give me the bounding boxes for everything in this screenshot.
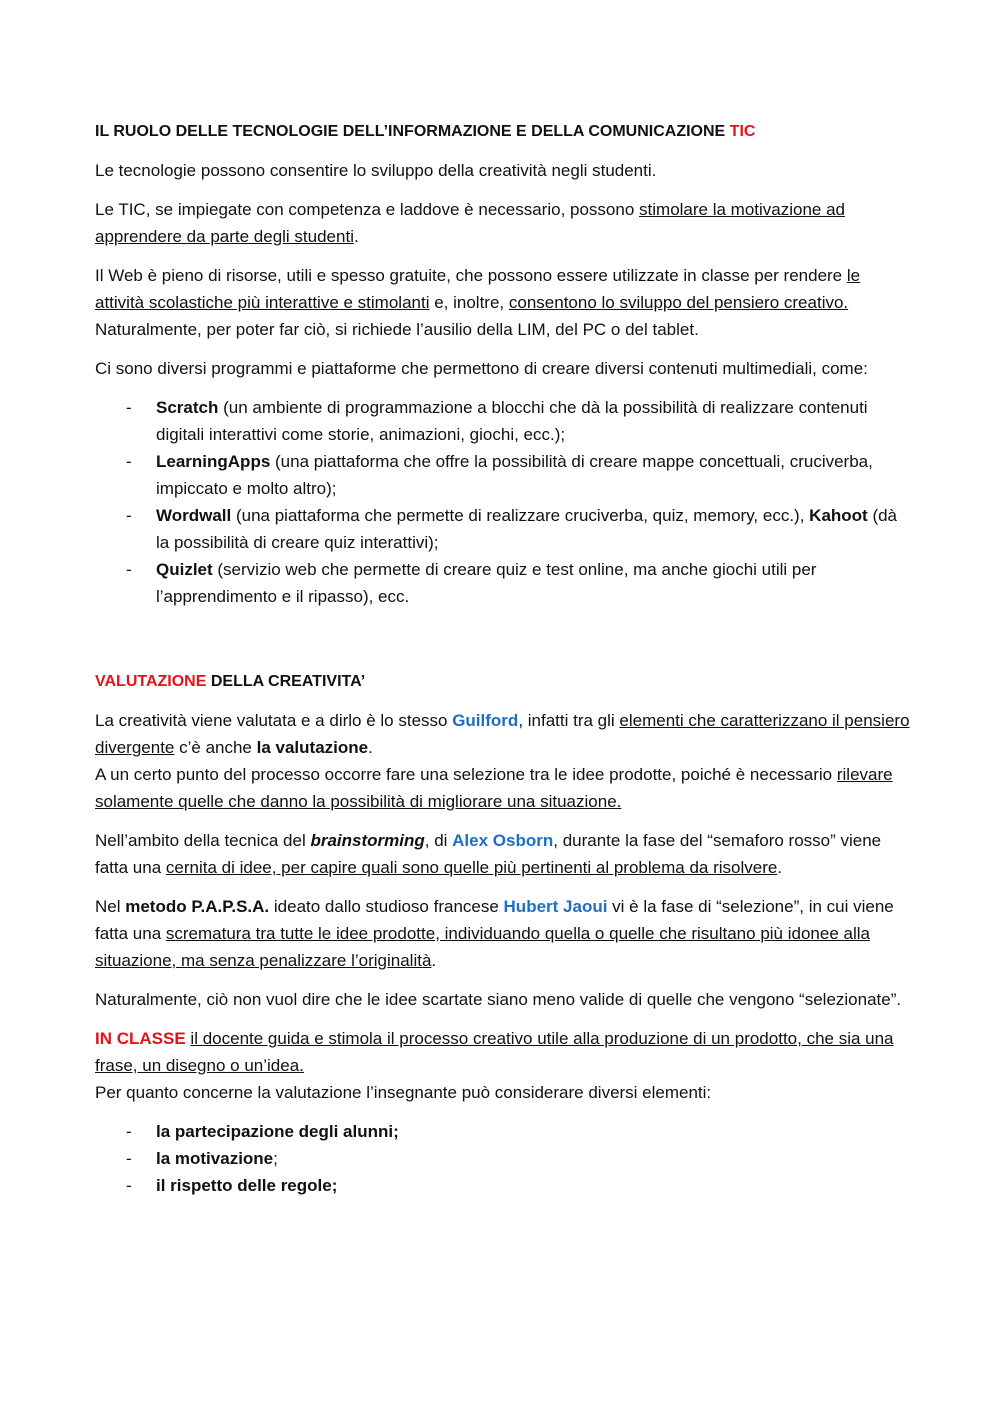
text: A un certo punto del processo occorre fare una selezione tra le idee prodotte, poiché è necessario bbox=[95, 765, 837, 784]
paragraph bbox=[95, 893, 910, 974]
author-name: Hubert Jaoui bbox=[503, 897, 608, 916]
text: , di bbox=[424, 831, 453, 850]
item-text: (una piattaforma che permette di realizzare cruciverba, quiz, memory, ecc.), bbox=[231, 506, 810, 525]
author-name: Alex Osborn bbox=[452, 831, 554, 850]
text: ideato dallo studioso francese bbox=[269, 897, 504, 916]
text: e, inoltre, bbox=[429, 293, 509, 312]
text: . bbox=[353, 227, 359, 246]
list-item bbox=[95, 1172, 910, 1199]
underlined-text: scrematura tra tutte le idee prodotte, individuando quella o quelle che risultano più idonee alla situazione, ma senza penalizzare l’originalità bbox=[95, 924, 870, 970]
spacer bbox=[95, 622, 910, 668]
underlined-text: stimolare la motivazione ad apprendere da parte degli studenti bbox=[95, 200, 846, 246]
underlined-text: il docente guida e stimola il processo creativo utile alla produzione di un prodotto, che sia una frase, un disegno o un’idea. bbox=[95, 1029, 894, 1075]
item-name: la partecipazione degli alunni; bbox=[156, 1122, 399, 1141]
title-highlight: TIC bbox=[729, 123, 756, 140]
list-item bbox=[95, 556, 910, 610]
item-name: Wordwall bbox=[156, 506, 232, 525]
paragraph bbox=[95, 827, 910, 881]
paragraph bbox=[95, 1025, 910, 1106]
item-name: LearningApps bbox=[156, 452, 271, 471]
list-item bbox=[95, 1145, 910, 1172]
underlined-text: cernita di idee, per capire quali sono quelle più pertinenti al problema da risolvere bbox=[165, 858, 778, 877]
item-text: ; bbox=[273, 1149, 278, 1168]
list-item bbox=[95, 1118, 910, 1145]
section-title-valutazione bbox=[95, 668, 910, 695]
item-name: Scratch bbox=[156, 398, 219, 417]
underlined-text: consentono lo sviluppo del pensiero creativo. bbox=[508, 293, 849, 312]
paragraph: Ci sono diversi programmi e piattaforme che permettono di creare diversi contenuti multimediali, come: bbox=[95, 359, 868, 378]
underlined-text: elementi che caratterizzano il pensiero divergente bbox=[95, 711, 910, 757]
document-page bbox=[95, 118, 910, 1211]
item-name: Kahoot bbox=[809, 506, 868, 525]
item-text: (servizio web che permette di creare quiz e test online, ma anche giochi utili per l’apprendimento e il ripasso), ecc. bbox=[156, 560, 817, 606]
list-item bbox=[95, 502, 910, 556]
bold-text: metodo P.A.P.S.A. bbox=[125, 897, 270, 916]
text: c’è anche bbox=[174, 738, 257, 757]
text: . bbox=[431, 951, 437, 970]
text: La creatività viene valutata e a dirlo è lo stesso bbox=[95, 711, 453, 730]
text: Naturalmente, per poter far ciò, si richiede l’ausilio della LIM, del PC o del tablet. bbox=[95, 320, 699, 339]
text: . bbox=[777, 858, 783, 877]
paragraph bbox=[95, 196, 910, 250]
text: Per quanto concerne la valutazione l’insegnante può considerare diversi elementi: bbox=[95, 1083, 712, 1102]
item-name: il rispetto delle regole; bbox=[156, 1176, 338, 1195]
tools-list bbox=[95, 394, 910, 610]
text: , durante la fase del “semaforo rosso” viene fatta una bbox=[95, 831, 882, 877]
paragraph: Le tecnologie possono consentire lo sviluppo della creatività negli studenti. bbox=[95, 161, 657, 180]
paragraph bbox=[95, 262, 910, 343]
title-highlight: VALUTAZIONE bbox=[95, 673, 207, 690]
item-text: (un ambiente di programmazione a blocchi che dà la possibilità di realizzare contenuti digitali interattivi come storie, animazioni, giochi, ecc.); bbox=[156, 398, 868, 444]
text: , infatti tra gli bbox=[518, 711, 620, 730]
text: Nell’ambito della tecnica del bbox=[95, 831, 311, 850]
text: . bbox=[368, 738, 373, 757]
title-text: IL RUOLO DELLE TECNOLOGIE DELL’INFORMAZIONE E DELLA COMUNICAZIONE bbox=[95, 123, 730, 140]
text: Il Web è pieno di risorse, utili e spesso gratuite, che possono essere utilizzate in classe per rendere bbox=[95, 266, 847, 285]
author-name: Guilford bbox=[452, 711, 519, 730]
section-title-tic bbox=[95, 118, 910, 145]
underlined-text: le attività scolastiche più interattive e stimolanti bbox=[95, 266, 861, 312]
text: Le TIC, se impiegate con competenza e laddove è necessario, possono bbox=[95, 200, 640, 219]
highlight-label: IN CLASSE bbox=[95, 1029, 186, 1048]
item-text: (una piattaforma che offre la possibilità di creare mappe concettuali, cruciverba, impiccato e molto altro); bbox=[156, 452, 873, 498]
item-name: Quizlet bbox=[156, 560, 213, 579]
paragraph: Naturalmente, ciò non vuol dire che le idee scartate siano meno valide di quelle che vengono “selezionate”. bbox=[95, 990, 902, 1009]
text: Nel bbox=[95, 897, 126, 916]
item-text: (dà la possibilità di creare quiz interattivi); bbox=[156, 506, 898, 552]
list-item bbox=[95, 394, 910, 448]
item-name: la motivazione bbox=[156, 1149, 274, 1168]
title-text: DELLA CREATIVITA’ bbox=[206, 673, 366, 690]
text: vi è la fase di “selezione”, in cui viene fatta una bbox=[95, 897, 894, 943]
underlined-text: rilevare solamente quelle che danno la possibilità di migliorare una situazione. bbox=[95, 765, 893, 811]
bold-text: la valutazione bbox=[256, 738, 369, 757]
paragraph bbox=[95, 707, 910, 815]
bold-italic-text: brainstorming bbox=[310, 831, 425, 850]
list-item bbox=[95, 448, 910, 502]
evaluation-list bbox=[95, 1118, 910, 1199]
